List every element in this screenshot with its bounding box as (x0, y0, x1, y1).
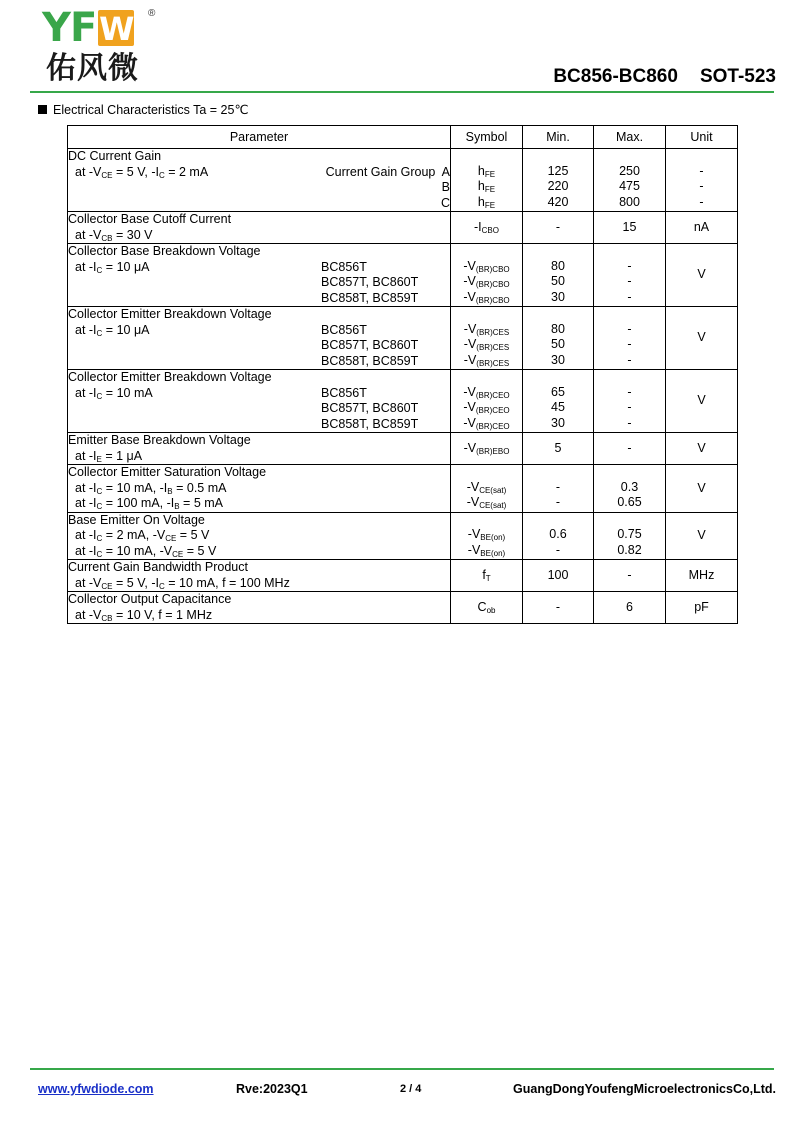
table-header-row (68, 126, 738, 149)
table-row (68, 592, 738, 624)
min-value: 125 (547, 163, 569, 178)
param-cell (68, 307, 451, 370)
symbol-value: $-V_{(BR)CBO}$ (463, 274, 510, 290)
min-cell (523, 512, 594, 560)
unit-value: V (666, 244, 738, 307)
symbol-cell (451, 512, 523, 560)
param-condition: at $-I_C = 10$ mA, $-V_{CE} = 5$ V (75, 543, 217, 559)
symbol-value: $-V_{(BR)EBO}$ (451, 433, 523, 465)
param-condition: at $-I_C = 10$ mA (75, 385, 153, 401)
max-value: 0.65 (617, 495, 642, 510)
table-row (68, 512, 738, 560)
unit-value: - (699, 179, 704, 194)
min-value: - (523, 212, 594, 244)
device-name: BC858T, BC859T (321, 416, 419, 431)
param-cell (68, 512, 451, 560)
unit-value: V (666, 433, 738, 465)
min-value: - (555, 495, 561, 510)
device-name: BC856T (321, 259, 367, 274)
symbol-cell (451, 307, 523, 370)
symbol-value: $-V_{(BR)CEO}$ (463, 400, 510, 416)
param-condition: at $-I_C = 2$ mA, $-V_{CE} = 5$ V (75, 528, 210, 543)
param-name: Emitter Base Breakdown Voltage (68, 433, 251, 447)
max-value: 800 (619, 194, 640, 209)
param-condition: at $-V_{CE} = 5$ V, $-I_C = 2$ mA (75, 164, 209, 180)
table-row (68, 433, 738, 465)
max-cell (594, 307, 666, 370)
device-name: BC858T, BC859T (321, 290, 419, 305)
unit-value: V (666, 307, 738, 370)
symbol-value: $-V_{(BR)CEO}$ (463, 415, 510, 431)
gain-group-row-b (68, 180, 450, 196)
unit-value: - (699, 163, 704, 178)
param-name: Collector Emitter Breakdown Voltage (68, 307, 272, 321)
revision-label: Rve:2023Q1 (236, 1082, 308, 1096)
header-max: Max. (594, 126, 666, 149)
param-condition: at $-V_{CB} = 10$ V, f = 1 MHz (75, 607, 213, 623)
symbol-value: $-V_{(BR)CES}$ (463, 321, 510, 337)
gain-group-row-a (326, 165, 450, 181)
max-cell (594, 370, 666, 433)
min-cell (523, 244, 594, 307)
min-cell (523, 307, 594, 370)
min-value: 50 (551, 274, 565, 289)
symbol-value: $-V_{(BR)CEO}$ (463, 384, 510, 400)
table-row (68, 465, 738, 513)
min-value: - (555, 479, 561, 494)
company-name: GuangDongYoufengMicroelectronicsCo,Ltd. (513, 1082, 776, 1096)
min-value: 5 (523, 433, 594, 465)
symbol-value: $-I_{CBO}$ (451, 212, 523, 244)
logo-letter: W (99, 10, 134, 48)
logo-chinese-text: 佑风微 (46, 51, 139, 86)
max-value: - (627, 415, 632, 430)
max-cell (594, 149, 666, 212)
symbol-value: $-V_{(BR)CBO}$ (463, 258, 510, 274)
document-title (553, 66, 776, 88)
max-value: - (627, 352, 632, 367)
max-value: - (627, 321, 632, 336)
max-value: 0.75 (617, 527, 642, 542)
min-value: 220 (547, 179, 569, 194)
unit-value: pF (666, 592, 738, 624)
gain-group-value: A (441, 164, 450, 179)
table-row (68, 560, 738, 592)
param-cell (68, 149, 451, 212)
header-min: Min. (523, 126, 594, 149)
param-name: Base Emitter On Voltage (68, 512, 205, 527)
param-cell (68, 370, 451, 433)
table-row (68, 244, 738, 307)
param-name: Collector Emitter Breakdown Voltage (68, 370, 272, 384)
header-parameter: Parameter (68, 126, 451, 149)
symbol-value: $-V_{BE(on)}$ (467, 542, 506, 558)
min-cell (523, 370, 594, 433)
max-cell (594, 465, 666, 513)
unit-cell (666, 149, 738, 212)
symbol-value: $h_{FE}$ (477, 179, 496, 195)
logo-latin-text (42, 6, 134, 50)
min-value: 420 (547, 194, 569, 209)
param-cell (68, 465, 451, 513)
symbol-value: $-V_{(BR)CES}$ (463, 337, 510, 353)
param-name: Collector Output Capacitance (68, 592, 232, 606)
min-value: - (555, 542, 561, 557)
param-condition: at $-V_{CB} = 30$ V (75, 227, 153, 243)
symbol-value: $f_T$ (451, 560, 523, 592)
max-value: 6 (594, 592, 666, 624)
max-value: 250 (619, 163, 640, 178)
max-value: - (627, 400, 632, 415)
symbol-cell (451, 465, 523, 513)
part-range: BC856-BC860 (553, 66, 678, 87)
max-value: - (627, 384, 632, 399)
section-title: Electrical Characteristics Ta = 25℃ (53, 103, 249, 117)
max-value: - (627, 258, 632, 273)
symbol-value: $-V_{CE(sat)}$ (466, 495, 507, 511)
unit-value: V (666, 465, 738, 513)
page-number: 2 / 4 (400, 1083, 422, 1095)
min-cell (523, 465, 594, 513)
symbol-value: $C_{ob}$ (451, 592, 523, 624)
section-heading (38, 102, 248, 117)
symbol-value: $h_{FE}$ (477, 194, 496, 210)
gain-group-label: Current Gain Group (325, 164, 436, 179)
min-value: 30 (551, 352, 565, 367)
min-value: 0.6 (549, 527, 567, 542)
footer-divider (30, 1068, 774, 1070)
header-symbol: Symbol (451, 126, 523, 149)
unit-value: V (666, 512, 738, 560)
min-value: 30 (551, 289, 565, 304)
device-name: BC856T (321, 385, 367, 400)
symbol-value: $-V_{(BR)CBO}$ (463, 289, 510, 305)
param-condition-row (68, 165, 450, 181)
symbol-value: $h_{FE}$ (477, 163, 496, 179)
gain-group-value: C (440, 195, 450, 210)
param-condition: at $-V_{CE} = 5$ V, $-I_C = 10$ mA, f = 100 MHz (75, 575, 290, 591)
package-name: SOT-523 (699, 66, 776, 87)
param-name: Current Gain Bandwidth Product (68, 560, 248, 574)
min-cell (523, 149, 594, 212)
table-row (68, 149, 738, 212)
param-cell (68, 592, 451, 624)
device-name: BC857T, BC860T (321, 338, 419, 352)
header-unit: Unit (666, 126, 738, 149)
device-name: BC857T, BC860T (321, 401, 419, 415)
table-row (68, 212, 738, 244)
max-value: - (594, 560, 666, 592)
device-name: BC857T, BC860T (321, 275, 419, 289)
registered-mark: ® (148, 8, 156, 19)
min-value: 80 (551, 321, 565, 336)
param-cell (68, 433, 451, 465)
device-name: BC858T, BC859T (321, 353, 419, 368)
unit-value: nA (666, 212, 738, 244)
symbol-value: $-V_{BE(on)}$ (467, 527, 506, 543)
unit-value: V (666, 370, 738, 433)
min-value: 30 (551, 415, 565, 430)
table-row (68, 370, 738, 433)
gain-group-value: B (441, 180, 450, 194)
max-value: - (627, 274, 632, 289)
symbol-cell (451, 370, 523, 433)
param-cell (68, 244, 451, 307)
param-name: Collector Base Breakdown Voltage (68, 244, 261, 258)
logo-letter: F (69, 5, 97, 51)
symbol-cell (451, 149, 523, 212)
unit-value: - (699, 194, 704, 209)
max-cell (594, 244, 666, 307)
max-value: - (627, 337, 632, 352)
symbol-value: $-V_{CE(sat)}$ (466, 479, 507, 495)
unit-value: MHz (666, 560, 738, 592)
min-value: 45 (551, 400, 565, 415)
company-logo (42, 6, 172, 86)
max-value: - (627, 289, 632, 304)
max-value: 0.82 (617, 542, 642, 557)
param-name: DC Current Gain (68, 149, 162, 163)
param-cell (68, 212, 451, 244)
param-condition: at $-I_E = 1$ μA (75, 448, 143, 464)
min-value: 50 (551, 337, 565, 352)
param-condition: at $-I_C = 10$ μA (75, 322, 150, 338)
max-value: 0.3 (620, 479, 639, 494)
electrical-characteristics-table (67, 125, 738, 624)
symbol-value: $-V_{(BR)CES}$ (463, 352, 510, 368)
symbol-cell (451, 244, 523, 307)
header-divider (30, 91, 774, 93)
param-cell (68, 560, 451, 592)
param-name: Collector Base Cutoff Current (68, 212, 232, 226)
max-cell (594, 512, 666, 560)
max-value: 15 (594, 212, 666, 244)
min-value: 65 (551, 384, 565, 399)
param-condition: at $-I_C = 100$ mA, $-I_B = 5$ mA (75, 496, 223, 511)
square-bullet-icon (38, 105, 47, 114)
max-value: 475 (619, 179, 640, 194)
param-condition: at $-I_C = 10$ μA (75, 259, 150, 275)
min-value: - (523, 592, 594, 624)
logo-letter: Y (42, 5, 70, 51)
website-link[interactable]: www.yfwdiode.com (38, 1082, 154, 1096)
param-name: Collector Emitter Saturation Voltage (68, 465, 267, 479)
device-name: BC856T (321, 322, 367, 337)
min-value: 100 (523, 560, 594, 592)
gain-group-row-c (68, 196, 450, 212)
table-row (68, 307, 738, 370)
param-condition: at $-I_C = 10$ mA, $-I_B = 0.5$ mA (75, 480, 227, 496)
max-value: - (594, 433, 666, 465)
min-value: 80 (551, 258, 565, 273)
